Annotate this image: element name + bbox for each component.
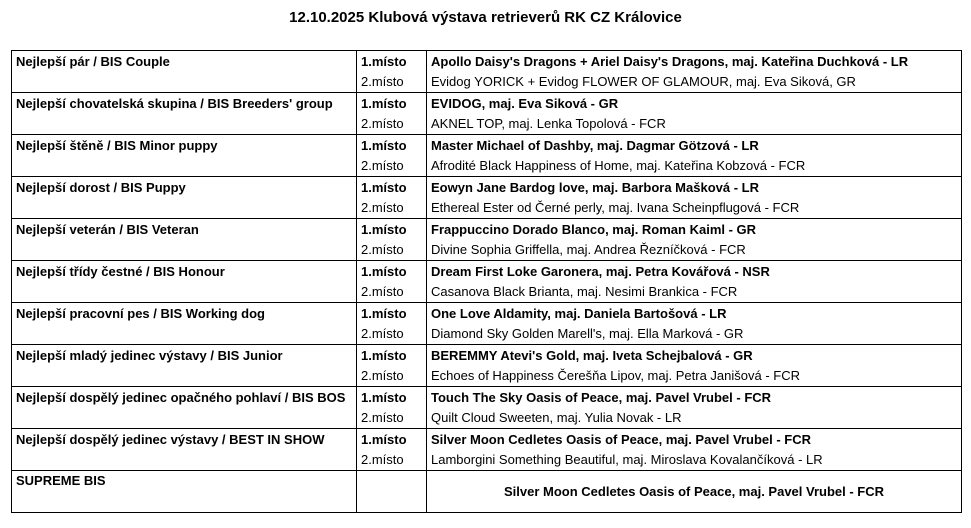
second-place-winner: Echoes of Happiness Čerešňa Lipov, maj. Petra Janišová - FCR <box>427 366 962 387</box>
supreme-winner: Silver Moon Cedletes Oasis of Peace, maj. Pavel Vrubel - FCR <box>427 471 962 513</box>
second-place-label: 2.místo <box>357 240 427 261</box>
first-place-winner: One Love Aldamity, maj. Daniela Bartošová - LR <box>427 303 962 325</box>
first-place-label: 1.místo <box>357 219 427 241</box>
first-place-winner: Touch The Sky Oasis of Peace, maj. Pavel Vrubel - FCR <box>427 387 962 409</box>
second-place-label: 2.místo <box>357 114 427 135</box>
first-place-label: 1.místo <box>357 93 427 115</box>
first-place-label: 1.místo <box>357 345 427 367</box>
award-category: Nejlepší veterán / BIS Veteran <box>12 219 357 261</box>
supreme-place-cell <box>357 471 427 513</box>
second-place-label: 2.místo <box>357 450 427 471</box>
award-row <box>12 303 962 325</box>
award-category: Nejlepší dospělý jedinec opačného pohlaví / BIS BOS <box>12 387 357 429</box>
award-category: Nejlepší třídy čestné / BIS Honour <box>12 261 357 303</box>
results-table <box>11 50 962 513</box>
first-place-label: 1.místo <box>357 261 427 283</box>
award-row <box>12 429 962 451</box>
first-place-label: 1.místo <box>357 303 427 325</box>
second-place-label: 2.místo <box>357 156 427 177</box>
award-row <box>12 219 962 241</box>
supreme-category: SUPREME BIS <box>12 471 357 513</box>
supreme-row <box>12 471 962 513</box>
award-row <box>12 387 962 409</box>
award-row <box>12 345 962 367</box>
award-row <box>12 51 962 73</box>
second-place-label: 2.místo <box>357 282 427 303</box>
first-place-winner: EVIDOG, maj. Eva Siková - GR <box>427 93 962 115</box>
award-category: Nejlepší pár / BIS Couple <box>12 51 357 93</box>
first-place-label: 1.místo <box>357 177 427 199</box>
second-place-winner: Lamborgini Something Beautiful, maj. Miroslava Kovalančíková - LR <box>427 450 962 471</box>
second-place-winner: Quilt Cloud Sweeten, maj. Yulia Novak - LR <box>427 408 962 429</box>
second-place-label: 2.místo <box>357 198 427 219</box>
award-category: Nejlepší pracovní pes / BIS Working dog <box>12 303 357 345</box>
first-place-winner: Silver Moon Cedletes Oasis of Peace, maj. Pavel Vrubel - FCR <box>427 429 962 451</box>
award-category: Nejlepší mladý jedinec výstavy / BIS Junior <box>12 345 357 387</box>
second-place-winner: Ethereal Ester od Černé perly, maj. Ivana Scheinpflugová - FCR <box>427 198 962 219</box>
page-title: 12.10.2025 Klubová výstava retrieverů RK CZ Královice <box>289 9 682 26</box>
first-place-winner: Master Michael of Dashby, maj. Dagmar Götzová - LR <box>427 135 962 157</box>
first-place-winner: Frappuccino Dorado Blanco, maj. Roman Kaiml - GR <box>427 219 962 241</box>
award-category: Nejlepší dospělý jedinec výstavy / BEST IN SHOW <box>12 429 357 471</box>
first-place-winner: Apollo Daisy's Dragons + Ariel Daisy's Dragons, maj. Kateřina Duchková - LR <box>427 51 962 73</box>
second-place-winner: Divine Sophia Griffella, maj. Andrea Řezníčková - FCR <box>427 240 962 261</box>
first-place-label: 1.místo <box>357 387 427 409</box>
second-place-winner: Casanova Black Brianta, maj. Nesimi Brankica - FCR <box>427 282 962 303</box>
second-place-label: 2.místo <box>357 72 427 93</box>
second-place-label: 2.místo <box>357 324 427 345</box>
award-category: Nejlepší štěně / BIS Minor puppy <box>12 135 357 177</box>
second-place-winner: Afrodité Black Happiness of Home, maj. Kateřina Kobzová - FCR <box>427 156 962 177</box>
first-place-label: 1.místo <box>357 135 427 157</box>
award-row <box>12 261 962 283</box>
award-row <box>12 177 962 199</box>
first-place-winner: Dream First Loke Garonera, maj. Petra Kovářová - NSR <box>427 261 962 283</box>
award-category: Nejlepší dorost / BIS Puppy <box>12 177 357 219</box>
award-row <box>12 93 962 115</box>
second-place-label: 2.místo <box>357 408 427 429</box>
second-place-label: 2.místo <box>357 366 427 387</box>
first-place-label: 1.místo <box>357 429 427 451</box>
first-place-winner: Eowyn Jane Bardog love, maj. Barbora Mašková - LR <box>427 177 962 199</box>
award-category: Nejlepší chovatelská skupina / BIS Breeders' group <box>12 93 357 135</box>
second-place-winner: Diamond Sky Golden Marell's, maj. Ella Marková - GR <box>427 324 962 345</box>
first-place-winner: BEREMMY Atevi's Gold, maj. Iveta Schejbalová - GR <box>427 345 962 367</box>
second-place-winner: AKNEL TOP, maj. Lenka Topolová - FCR <box>427 114 962 135</box>
first-place-label: 1.místo <box>357 51 427 73</box>
second-place-winner: Evidog YORICK + Evidog FLOWER OF GLAMOUR, maj. Eva Siková, GR <box>427 72 962 93</box>
award-row <box>12 135 962 157</box>
results-table-body <box>12 51 962 513</box>
